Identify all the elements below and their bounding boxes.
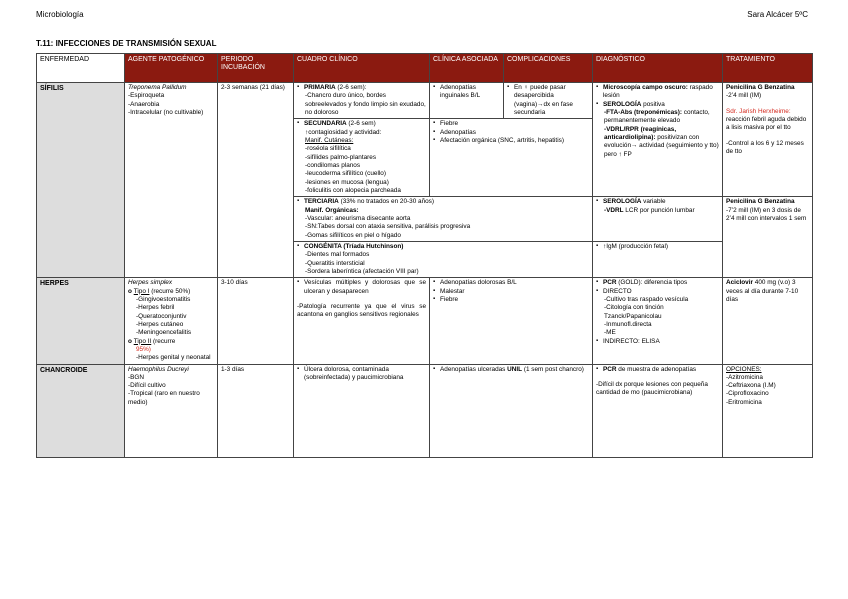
trat-jarisch-rest: reacción febril aguda debido a lisis masiva por el tto bbox=[726, 115, 807, 132]
chancroide-clinica-post: (1 sem post chancro) bbox=[522, 365, 584, 373]
diagnostico-sifilis bbox=[593, 83, 723, 197]
primaria-range: (2-6 sem): bbox=[335, 84, 367, 91]
clinica-chancroide bbox=[430, 364, 593, 457]
disease-chancroide: CHANCROIDE bbox=[37, 364, 125, 457]
herpes-diag-indirecto: ▪ INDIRECTO: ELISA bbox=[596, 338, 719, 346]
chancroide-diag-note: -Difícil dx porque lesiones con pequeña cantidad de mo (paucimicrobiana) bbox=[596, 380, 708, 397]
terciaria-diag-vdrl: -VDRL bbox=[604, 206, 624, 214]
table-header-row bbox=[37, 54, 813, 83]
diag-vdrl-rest: positivizan con evolución→ actividad (seguimiento y tto) pero ↑ FP bbox=[604, 133, 719, 158]
diag-micro-rest: raspado lesión bbox=[603, 84, 713, 100]
clinica-item: ▪ Adenopatías bbox=[433, 129, 589, 137]
trat-jarisch: Sdr. Jarish Herxheime: bbox=[726, 107, 791, 115]
table-row bbox=[37, 278, 813, 364]
diag-fta: -FTA-Abs (treponémicas): bbox=[604, 108, 682, 116]
incubation-herpes: 3-10 días bbox=[218, 278, 294, 364]
tratamiento-chancroide bbox=[723, 364, 813, 457]
agent-name: Treponema Pallidum bbox=[128, 84, 187, 91]
directo-item: -Citología con tinción Tzanck/Papanicolau bbox=[604, 304, 664, 320]
directo-item: -ME bbox=[604, 329, 616, 337]
directo-item: -Inmunofl.directa bbox=[604, 320, 652, 328]
cuadro-terciaria bbox=[294, 197, 593, 242]
diag-micro: Microscopía campo oscuro: bbox=[603, 84, 688, 91]
agent-line: -Intracelular (no cultivable) bbox=[128, 108, 204, 116]
agent-name: Herpes simplex bbox=[128, 279, 173, 287]
col-agente: AGENTE PATOGÉNICO bbox=[125, 54, 218, 83]
chancroide-diag-pcr: PCR bbox=[603, 365, 617, 373]
clinica-primaria bbox=[430, 83, 504, 119]
chancroide-clinica-pre: Adenopatías ulceradas bbox=[440, 365, 508, 373]
agent-herpes: Herpes simplex o Tipo I (recurre 50%) -Gingivoestomatitis -Herpes febril -Queratoconjuntiv -Herpes cutáneo -Meningoencefalitis o Tipo II (recurre 95%) -Herpes genital y neonatal bbox=[125, 278, 218, 364]
diagnostico-chancroide bbox=[593, 364, 723, 457]
tipo1-item: -Meningoencefalitis bbox=[136, 329, 192, 337]
herpes-cuadro-note: -Patología recurrente ya que el virus se acantona en ganglios sensitivos regionales bbox=[297, 302, 426, 319]
cuadro-herpes bbox=[294, 278, 430, 364]
agent-chancroide bbox=[125, 364, 218, 457]
herpes-trat-rest: 400 mg (v.o) 3 veces al día durante 7-10 días bbox=[726, 279, 799, 303]
tipo1-item: -Herpes cutáneo bbox=[136, 320, 184, 328]
trat-drug: Penicilina G Benzatina bbox=[726, 84, 795, 91]
incubation-sifilis: 2-3 semanas (21 días) bbox=[218, 83, 294, 278]
terciaria-trat-dose: -7’2 mill (IM) en 3 dosis de 2’4 mill con intervalos 1 sem bbox=[726, 206, 807, 222]
trat-control: -Control a los 6 y 12 meses de tto bbox=[726, 139, 804, 155]
tipo1-item: -Queratoconjuntiv bbox=[136, 312, 187, 320]
herpes-diag-directo: ▪ DIRECTO bbox=[596, 288, 719, 296]
trat-option: -Eritromicina bbox=[726, 398, 762, 406]
terciaria-diag-sero: SEROLOGÍA bbox=[603, 198, 642, 206]
secundaria-item: -roséola sifilítica bbox=[305, 145, 351, 153]
congenita-title: ▪ CONGÉNITA (Tríada Hutchinson) bbox=[297, 243, 589, 251]
agent-line: -Tropical (raro en nuestro medio) bbox=[128, 390, 200, 406]
col-enfermedad: ENFERMEDAD bbox=[37, 54, 125, 83]
herpes-diag-pcr-rest: (GOLD): diferencia tipos bbox=[616, 279, 688, 287]
congenita-item: -Dientes mal formados bbox=[305, 251, 370, 259]
chancroide-trat-title: OPCIONES: bbox=[726, 365, 762, 373]
disease-sifilis: SÍFILIS bbox=[37, 83, 125, 278]
cuadro-primaria bbox=[294, 83, 430, 119]
terciaria-diag-vdrl-rest: LCR por punción lumbar bbox=[623, 206, 695, 214]
terciaria-title: TERCIARIA bbox=[304, 198, 339, 206]
secundaria-item: -condilomas planos bbox=[305, 161, 361, 169]
herpes-diag-pcr: PCR bbox=[603, 279, 617, 287]
tipo1-item: -Herpes febril bbox=[136, 304, 175, 312]
diagnostico-terciaria bbox=[593, 197, 723, 242]
tipo1-item: -Gingivoestomatitis bbox=[136, 295, 191, 303]
congenita-item: -Sordera laberíntica (afectación VIII par) bbox=[305, 267, 419, 275]
terciaria-item: -Vascular: aneurisma disecante aorta bbox=[305, 214, 411, 222]
tratamiento-sifilis bbox=[723, 83, 813, 197]
secundaria-manif: Manif. Cutáneas: bbox=[305, 136, 354, 144]
clinica-secundaria bbox=[430, 119, 593, 197]
trat-option: -Ceftriaxona (I.M) bbox=[726, 382, 776, 390]
incubation-chancroide: 1-3 días bbox=[218, 364, 294, 457]
complicacion-item: ▪ En ♀ puede pasar desapercibida (vagina)→dx en fase secundaria bbox=[507, 84, 589, 117]
terciaria-range: (33% no tratados en 20-30 años) bbox=[338, 198, 435, 206]
diag-vdrl: -VDRL/RPR (reagínicas, anticardiolipina): bbox=[604, 125, 677, 141]
diag-fta-rest: contacto, permanentemente elevado bbox=[604, 108, 710, 125]
clinica-item: ▪ Afectación orgánica (SNC, artritis, hepatitis) bbox=[433, 137, 589, 145]
secundaria-item: -sifílides palmo-plantares bbox=[305, 153, 377, 161]
terciaria-diag-sero-rest: variable bbox=[641, 198, 666, 206]
herpes-tipo2-rest: (recurre bbox=[151, 337, 176, 345]
tratamiento-terciaria bbox=[723, 197, 813, 278]
terciaria-manif: Manif. Orgánicas: bbox=[305, 206, 359, 214]
primaria-line: -Chancro duro único, bordes sobreelevados y fondo limpio sin exudado, no doloroso bbox=[305, 92, 426, 116]
diagnostico-congenita bbox=[593, 241, 723, 277]
primaria-title: PRIMARIA bbox=[304, 84, 336, 91]
col-tratamiento: TRATAMIENTO bbox=[723, 54, 813, 83]
col-cuadro: CUADRO CLÍNICO bbox=[294, 54, 430, 83]
terciaria-item: -Gomas sifilíticos en piel o hígado bbox=[305, 231, 401, 239]
col-periodo: PERIODO INCUBACIÓN bbox=[218, 54, 294, 83]
herpes-tipo1: Tipo I bbox=[133, 287, 150, 295]
herpes-tipo2-pct: 95%) bbox=[136, 345, 151, 353]
disease-herpes: HERPES bbox=[37, 278, 125, 364]
secundaria-title: SECUNDARIA bbox=[304, 120, 347, 128]
page-title: T.11: INFECCIONES DE TRANSMISIÓN SEXUAL bbox=[36, 39, 217, 48]
secundaria-line: ↑contagiosidad y actividad: bbox=[305, 128, 382, 136]
herpes-cuadro: ▪ Vesículas múltiples y dolorosas que se ulceran y desaparecen bbox=[297, 279, 426, 296]
clinica-item: ▪ Fiebre bbox=[433, 296, 589, 304]
diag-sero: SEROLOGÍA bbox=[603, 100, 642, 108]
cuadro-congenita bbox=[294, 241, 593, 277]
clinica-item: ▪ Adenopatías inguinales B/L bbox=[433, 84, 500, 101]
tratamiento-herpes bbox=[723, 278, 813, 364]
agent-line: -Espiroqueta bbox=[128, 92, 165, 100]
directo-item: -Cultivo tras raspado vesícula bbox=[604, 295, 689, 303]
header-author: Sara Alcácer 5ºC bbox=[747, 10, 808, 19]
congenita-item: -Queratitis intersticial bbox=[305, 259, 365, 267]
herpes-trat-drug: Aciclovir bbox=[726, 279, 753, 287]
diagnostico-herpes bbox=[593, 278, 723, 364]
agent-line: -Anaerobia bbox=[128, 100, 160, 108]
col-complicaciones: COMPLICACIONES bbox=[504, 54, 593, 83]
agent-line: -Difícil cultivo bbox=[128, 382, 166, 390]
secundaria-item: -foliculitis con alopecia parcheada bbox=[305, 186, 401, 194]
secundaria-item: -lesiones en mucosa (lengua) bbox=[305, 178, 389, 186]
trat-dose: -2’4 mill (IM) bbox=[726, 92, 762, 100]
trat-option: -Azitromicina bbox=[726, 373, 763, 381]
clinica-item: ▪ Malestar bbox=[433, 288, 589, 296]
secundaria-range: (2-6 sem) bbox=[346, 120, 376, 128]
tipo2-item: -Herpes genital y neonatal bbox=[136, 354, 211, 362]
cuadro-secundaria bbox=[294, 119, 430, 197]
clinica-herpes bbox=[430, 278, 593, 364]
clinica-item: ▪ Fiebre bbox=[433, 120, 589, 128]
terciaria-item: -SN:Tabes dorsal con ataxia sensitiva, parálisis progresiva bbox=[305, 223, 471, 231]
col-clinica: CLÍNICA ASOCIADA bbox=[430, 54, 504, 83]
terciaria-trat-drug: Penicilina G Benzatina bbox=[726, 198, 795, 206]
secundaria-item: -leucoderma sifilítico (cuello) bbox=[305, 170, 386, 178]
congenita-diag: ▪ ↑IgM (producción fetal) bbox=[596, 243, 719, 251]
table-row bbox=[37, 364, 813, 457]
header-subject: Microbiología bbox=[36, 10, 84, 19]
diag-sero-rest: positiva bbox=[641, 100, 665, 108]
agent-line: -BGN bbox=[128, 373, 144, 381]
clinica-item: ▪ Adenopatías dolorosas B/L bbox=[433, 279, 589, 287]
col-diagnostico: DIAGNÓSTICO bbox=[593, 54, 723, 83]
agent-name: Haemophilus Ducreyi bbox=[128, 365, 189, 373]
chancroide-clinica-bold: UNIL bbox=[507, 365, 523, 373]
chancroide-diag-pcr-rest: de muestra de adenopatías bbox=[616, 365, 697, 373]
trat-option: -Ciprofloxacino bbox=[726, 390, 769, 398]
complicaciones-primaria bbox=[504, 83, 593, 119]
agent-sifilis bbox=[125, 83, 218, 278]
table-row bbox=[37, 83, 813, 119]
herpes-tipo1-rest: (recurre 50%) bbox=[149, 287, 191, 295]
sti-table bbox=[36, 53, 813, 458]
herpes-tipo2: Tipo II bbox=[133, 337, 152, 345]
cuadro-chancroide bbox=[294, 364, 430, 457]
chancroide-cuadro: ▪ Úlcera dolorosa, contaminada (sobreinfectada) y paucimicrobiana bbox=[297, 366, 426, 383]
